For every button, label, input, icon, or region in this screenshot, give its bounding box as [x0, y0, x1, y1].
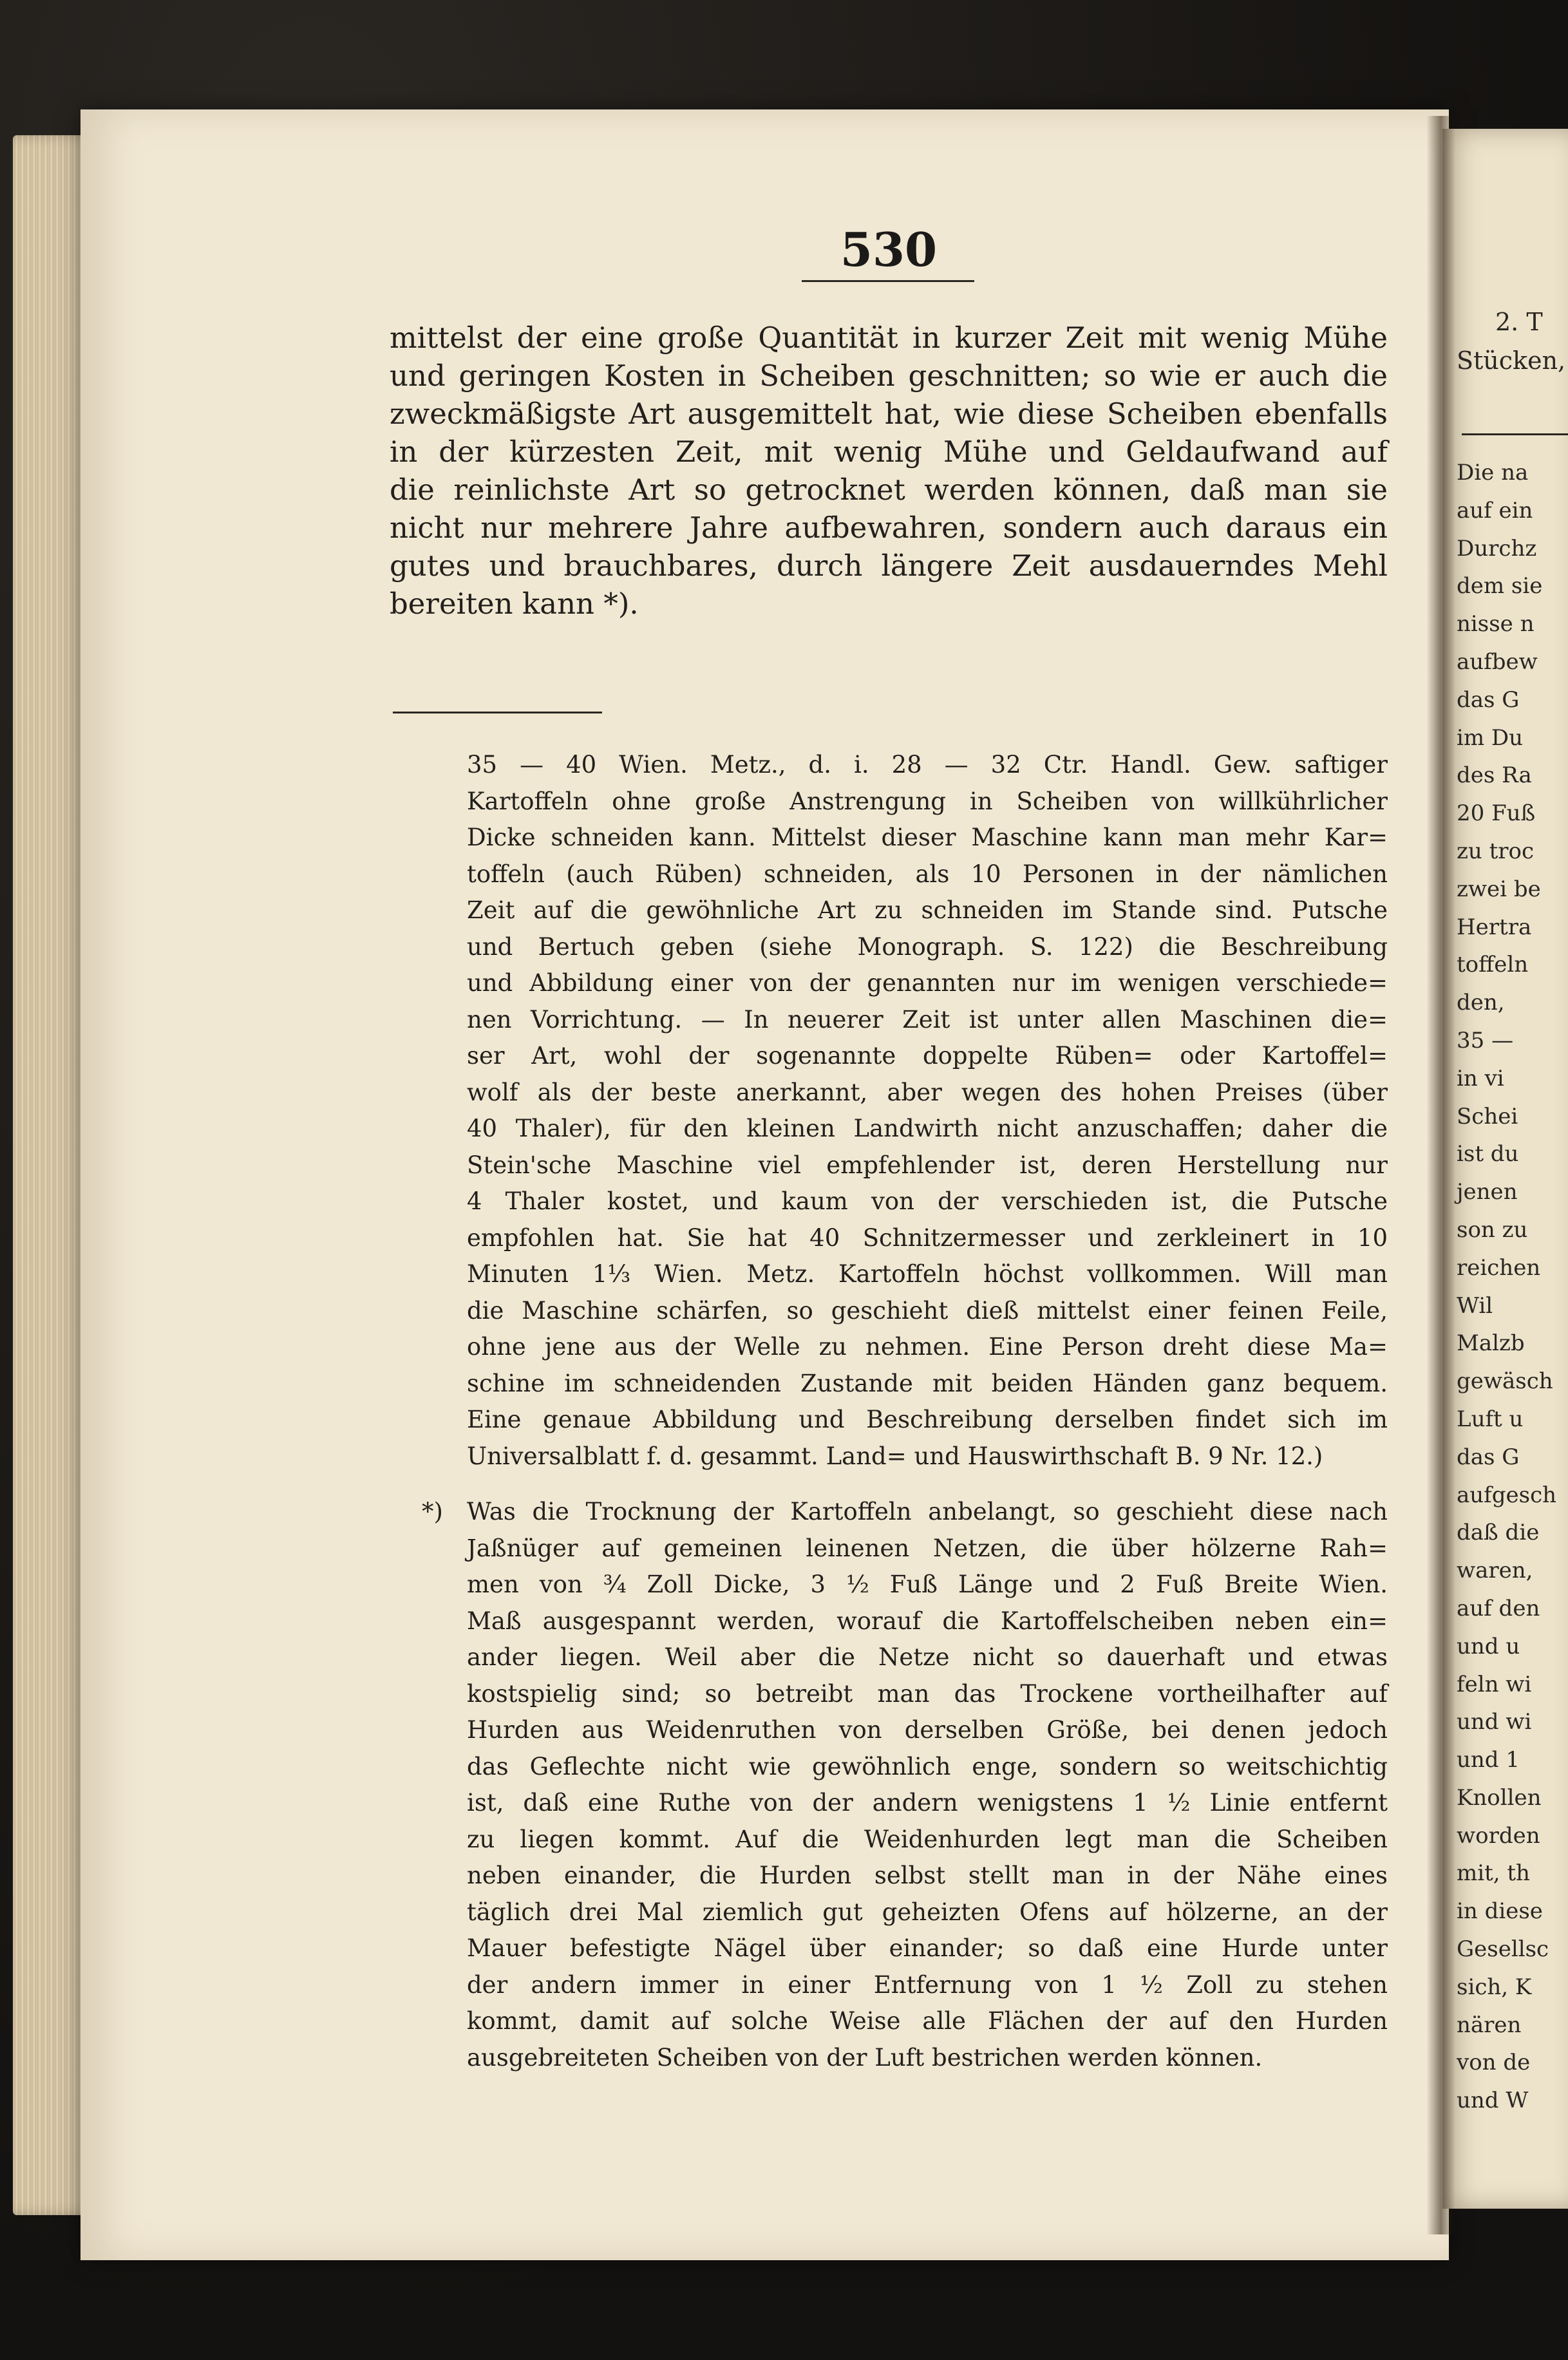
right-page-line: mit, th [1457, 1860, 1530, 1887]
footnote-line: Kartoffeln ohne große Anstrengung in Scheiben von willkührlicher [467, 787, 1388, 815]
right-page-line: Luft u [1457, 1406, 1524, 1432]
right-page-line: gewäsch [1457, 1368, 1553, 1395]
footnote-line: 4 Thaler kostet, und kaum von der verschieden ist, die Putsche [467, 1187, 1388, 1215]
text-line: nicht nur mehrere Jahre aufbewahren, sondern auch daraus ein [390, 511, 1388, 545]
right-page-header-line: Stücken, [1457, 346, 1566, 375]
footnote-line: 40 Thaler), für den kleinen Landwirth nicht anzuschaffen; daher die [467, 1115, 1388, 1142]
footnote-line: neben einander, die Hurden selbst stellt man in der Nähe eines [467, 1862, 1388, 1889]
right-page-line: und W [1457, 2088, 1529, 2114]
text-line: gutes und brauchbares, durch längere Zeit ausdauerndes Mehl [390, 549, 1388, 583]
footnote-line: Stein'sche Maschine viel empfehlender ist, deren Herstellung nur [467, 1151, 1388, 1179]
footnote-line: Was die Trocknung der Kartoffeln anbelangt, so geschieht diese nach [467, 1498, 1388, 1525]
right-page-header [1457, 303, 1565, 380]
right-page-line: Durchz [1457, 535, 1537, 562]
right-page-line: das G [1457, 686, 1520, 713]
text-line: bereiten kann *). [390, 587, 639, 621]
right-page-line: auf den [1457, 1595, 1540, 1621]
footnote-line: der andern immer in einer Entfernung von 1 ½ Zoll zu stehen [467, 1970, 1388, 1999]
footnote-line: Universalblatt f. d. gesammt. Land= und Hauswirthschaft B. 9 Nr. 12.) [467, 1442, 1323, 1470]
footnote-line: Jaßnüger auf gemeinen leinenen Netzen, die über hölzerne Rah= [467, 1534, 1388, 1562]
right-page-line: 20 Fuß [1457, 800, 1536, 827]
right-page-line: 35 — [1457, 1027, 1514, 1053]
right-page-line: und u [1457, 1633, 1520, 1659]
right-page-line: des Ra [1457, 762, 1532, 789]
right-page-line: zu troc [1457, 838, 1535, 864]
right-page-line: toffeln [1457, 952, 1529, 978]
footnote-line: die Maschine schärfen, so geschieht dieß mittelst einer feinen Feile, [467, 1296, 1388, 1325]
footnote-line: ohne jene aus der Welle zu nehmen. Eine Person dreht diese Ma= [467, 1333, 1388, 1361]
footnote-line: wolf als der beste anerkannt, aber wegen des hohen Preises (über [467, 1078, 1388, 1106]
right-page-line: daß die [1457, 1520, 1540, 1546]
text-line: die reinlichste Art so getrocknet werden können, daß man sie [390, 473, 1388, 507]
right-page-line: und 1 [1457, 1747, 1520, 1773]
right-page-line: Hertra [1457, 914, 1532, 940]
footnote-line: und Bertuch geben (siehe Monograph. S. 122) die Beschreibung [467, 932, 1388, 961]
footnote-line: täglich drei Mal ziemlich gut geheizten Ofens auf hölzerne, an der [467, 1898, 1388, 1926]
right-page-line: in vi [1457, 1065, 1504, 1091]
footnote-line: Dicke schneiden kann. Mittelst dieser Maschine kann man mehr Kar= [467, 824, 1388, 851]
right-page-line: Schei [1457, 1103, 1518, 1129]
right-page-line: aufbew [1457, 648, 1538, 675]
book-gutter [1426, 116, 1455, 2234]
footnote-star-text [467, 1494, 1388, 2076]
right-page-line: sich, K [1457, 1974, 1532, 2000]
footnote-line: Minuten 1⅓ Wien. Metz. Kartoffeln höchst vollkommen. Will man [467, 1260, 1388, 1288]
page-number: 530 [840, 222, 938, 277]
right-page-line: auf ein [1457, 497, 1533, 524]
footnote-line: zu liegen kommt. Auf die Weidenhurden legt man die Scheiben [467, 1825, 1388, 1853]
right-page-line: Die na [1457, 460, 1529, 486]
right-page-line: son zu [1457, 1216, 1528, 1243]
right-page-line: feln wi [1457, 1671, 1532, 1697]
right-page-line: dem sie [1457, 573, 1543, 599]
right-page-line: nisse n [1457, 611, 1535, 637]
text-line: mittelst der eine große Quantität in kurzer Zeit mit wenig Mühe [390, 321, 1388, 355]
footnote-marker: *) [422, 1498, 443, 1525]
footnote-line: ist, daß eine Ruthe von der andern wenigstens 1 ½ Linie entfernt [467, 1789, 1388, 1817]
footnote-line: Maß ausgespannt werden, worauf die Kartoffelscheiben neben ein= [467, 1607, 1388, 1635]
right-page-line: Knollen [1457, 1784, 1542, 1811]
text-line: und geringen Kosten in Scheiben geschnitten; so wie er auch die [390, 359, 1388, 393]
footnote-line: nen Vorrichtung. — In neuerer Zeit ist unter allen Maschinen die= [467, 1005, 1388, 1034]
right-page-line: in diese [1457, 1898, 1543, 1925]
right-page-line: zwei be [1457, 876, 1541, 902]
right-page-rule [1462, 433, 1568, 435]
right-page-text [1457, 454, 1556, 2120]
right-page-line: Gesellsc [1457, 1936, 1549, 1963]
footnote-line: kommt, damit auf solche Weise alle Flächen der auf den Hurden [467, 2007, 1388, 2035]
footnote-line: Zeit auf die gewöhnliche Art zu schneiden im Stande sind. Putsche [467, 896, 1388, 924]
right-page-line: im Du [1457, 724, 1524, 751]
right-page-line: Wil [1457, 1292, 1493, 1319]
footnote-line: empfohlen hat. Sie hat 40 Schnitzermesser und zerkleinert in 10 [467, 1223, 1388, 1252]
footnote-line: Mauer befestigte Nägel über einander; so daß eine Hurde unter [467, 1934, 1388, 1962]
right-page-line: den, [1457, 990, 1505, 1016]
right-page-line: ist du [1457, 1141, 1519, 1167]
footnote-line: ser Art, wohl der sogenannte doppelte Rüben= oder Kartoffel= [467, 1042, 1388, 1070]
right-page-line: Malzb [1457, 1330, 1525, 1357]
footnote-line: men von ¾ Zoll Dicke, 3 ½ Fuß Länge und 2 Fuß Breite Wien. [467, 1571, 1388, 1598]
footnote-line: schine im schneidenden Zustande mit beiden Händen ganz bequem. [467, 1369, 1388, 1397]
text-line: zweckmäßigste Art ausgemittelt hat, wie diese Scheiben ebenfalls [390, 397, 1388, 431]
right-page-line: das G [1457, 1444, 1520, 1470]
footnote-line: das Geflechte nicht wie gewöhnlich enge, sondern so weitschichtig [467, 1752, 1388, 1780]
right-page-line: von de [1457, 2050, 1531, 2076]
right-page-line: reichen [1457, 1254, 1541, 1281]
footnote-line: ausgebreiteten Scheiben von der Luft bestrichen werden können. [467, 2043, 1263, 2072]
footnote-line: und Abbildung einer von der genannten nur im wenigen verschiede= [467, 969, 1388, 997]
right-page-line: jenen [1457, 1179, 1518, 1205]
right-page-line: waren, [1457, 1558, 1533, 1584]
right-page-line: aufgesch [1457, 1482, 1557, 1508]
footnote-continuation [467, 747, 1388, 1475]
right-page-line: worden [1457, 1822, 1540, 1849]
footnote-line: ander liegen. Weil aber die Netze nicht so dauerhaft und etwas [467, 1643, 1388, 1671]
footnote-line: Eine genaue Abbildung und Beschreibung derselben findet sich im [467, 1406, 1388, 1433]
footnote-rule [393, 712, 602, 713]
footnote-line: 35 — 40 Wien. Metz., d. i. 28 — 32 Ctr. Handl. Gew. saftiger [467, 751, 1388, 779]
main-paragraph [390, 319, 1388, 623]
footnote-line: toffeln (auch Rüben) schneiden, als 10 Personen in der nämlichen [467, 860, 1388, 888]
text-line: in der kürzesten Zeit, mit wenig Mühe und Geldaufwand auf [390, 435, 1388, 469]
right-page-line: und wi [1457, 1709, 1532, 1735]
footnote-line: Hurden aus Weidenruthen von derselben Größe, bei denen jedoch [467, 1716, 1388, 1744]
right-page-line: nären [1457, 2012, 1522, 2038]
page-number-rule [802, 280, 974, 282]
right-page-header-line: 2. T [1495, 308, 1543, 336]
footnote-line: kostspielig sind; so betreibt man das Trockene vortheilhafter auf [467, 1679, 1388, 1708]
